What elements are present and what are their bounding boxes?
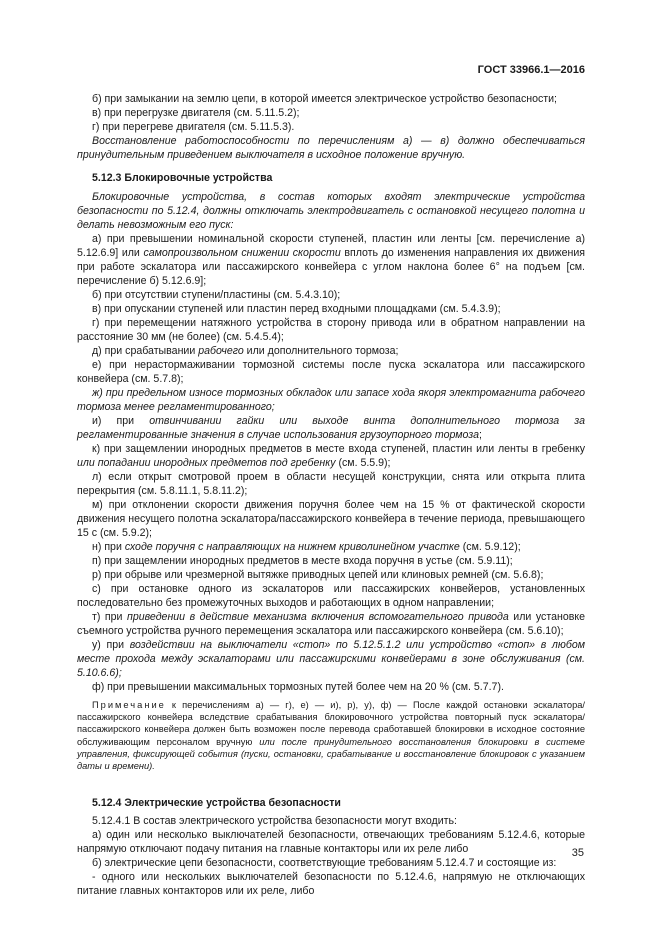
list-item-d-text: д) при срабатывании	[92, 345, 199, 357]
list-item-r: р) при обрыве или чрезмерной вытяжке приводных цепей или клиновых ремней (см. 5.6.8);	[92, 569, 544, 581]
page-content	[77, 92, 585, 898]
item-b-ground-fault: б) при замыкании на землю цепи, в которой имеется электрическое устройство безопасности;	[92, 93, 557, 105]
section-title-5-12-4: 5.12.4 Электрические устройства безопасности	[92, 796, 341, 809]
list-item-s: с) при остановке одного из эскалаторов или пассажирских конвейеров, установленных последовательно без промежуточных выходов и работающих в одном направлении;	[77, 583, 585, 609]
list-item-d-text-end: или дополнительного тормоза;	[243, 345, 399, 357]
list-item-i-italic: отвинчивании гайки или выходе винта дополнительного тормоза за регламентированные значения в случае использования грузоупорного тормоза	[77, 415, 585, 441]
list-item-p: п) при защемлении инородных предметов в месте входа поручня в устье (см. 5.9.11);	[92, 555, 513, 567]
item-v-motor-overload: в) при перегрузке двигателя (см. 5.11.5.2);	[92, 107, 300, 119]
list-item-e: е) при нерастормаживании тормозной системы после пуска эскалатора или пассажирского конвейера (см. 5.7.8);	[77, 359, 585, 385]
item-g-motor-overheat: г) при перегреве двигателя (см. 5.11.5.3).	[92, 121, 295, 133]
list-item-b: б) при отсутствии ступени/пластины (см. 5.4.3.10);	[92, 289, 341, 301]
list-item-t-italic: приведении в действие механизма включения вспомогательного привода	[127, 611, 509, 623]
clause-5-12-4-1: 5.12.4.1 В состав электрического устройства безопасности могут входить:	[92, 814, 457, 827]
list-item-n-text: н) при	[92, 541, 125, 553]
list-item-v: в) при опускании ступеней или пластин перед входными площадками (см. 5.4.3.9);	[92, 303, 501, 315]
list-item-i	[77, 414, 585, 442]
list-item-t-text: т) при	[92, 611, 128, 623]
list-item-n	[77, 540, 585, 554]
list-item-t-text-end: или установке съемного устройства ручного перемещения эскалатора или пассажирского конвейера (см. 5.6.10);	[77, 611, 585, 637]
list-item-m: м) при отклонении скорости движения поручня более чем на 15 % от фактической скорости движения несущего полотна эскалатора/пассажирского конвейера в течение периода, превышающего 15 с (см. 5.9.2);	[77, 499, 585, 539]
list-item-a-text-end: вплоть до изменения направления их движения при работе эскалатора или пассажирского конвейера с углом наклона более 6° на подъем [см. перечисление б) 5.12.6.9];	[77, 247, 585, 287]
list-item-a	[77, 232, 585, 288]
list-item-a-text: а) при превышении номинальной скорости ступеней, пластин или ленты [см. перечисление а) 5.12.6.9] или	[77, 233, 585, 259]
list-item-i-text-end: ;	[479, 429, 482, 441]
list-item-f: ф) при превышении максимальных тормозных путей более чем на 20 % (см. 5.7.7).	[92, 681, 504, 693]
clause-5-12-4-1-dash: - одного или нескольких выключателей безопасности по 5.12.4.6, напрямую не отключающих питание главных контакторов или их реле, либо	[77, 870, 585, 897]
list-item-t	[77, 610, 585, 638]
note-paragraph	[77, 699, 585, 772]
list-item-zh: ж) при предельном износе тормозных обкладок или запасе хода якоря электромагнита рабочего тормоза менее регламентированного;	[77, 387, 585, 413]
list-item-i-text: и) при	[92, 415, 150, 427]
note-text: к перечислениям а) — г), е) — и), р), у), ф) — После каждой остановки эскалатора/пассажирского конвейера вследствие срабатывания блокировочного устройства повторный пуск эскалатора/пассажирского конвейера должен быть возможен после перевода сработавшей блокировки в исходное состояние обслуживающим персоналом вручную	[77, 700, 585, 747]
section-title-5-12-3: 5.12.3 Блокировочные устройства	[92, 172, 273, 184]
list-item-u-text: у) при	[92, 639, 130, 651]
document-header: ГОСТ 33966.1—2016	[477, 64, 585, 76]
list-item-k	[77, 442, 585, 470]
list-item-k-italic: или попадании инородных предметов под гребенку	[77, 457, 336, 469]
list-item-u-italic: воздействии на выключатели «стоп» по 5.12.5.1.2 или устройство «стоп» в любом месте прохода между эскалаторами или пассажирскими конвейерами в зоне обслуживания (см. 5.10.6.6);	[77, 639, 585, 679]
list-item-g: г) при перемещении натяжного устройства в сторону привода или в обратном направлении на расстояние 30 мм (не более) (см. 5.4.5.4);	[77, 317, 585, 343]
list-item-d	[77, 344, 585, 358]
list-item-u	[77, 638, 585, 680]
clause-5-12-4-1-b: б) электрические цепи безопасности, соответствующие требованиям 5.12.4.7 и состоящие из:	[92, 856, 557, 869]
clause-5-12-4-1-a: а) один или несколько выключателей безопасности, отвечающих требованиям 5.12.4.6, которые напрямую отключают подачу питания на главные контакторы или их реле либо	[77, 828, 585, 855]
list-item-n-text-end: (см. 5.9.12);	[459, 541, 521, 553]
list-item-k-text: к) при защемлении инородных предметов в месте входа ступеней, пластин или ленты в гребенку	[92, 443, 585, 455]
list-item-a-italic: самопроизвольном снижении скорости	[143, 247, 341, 259]
section-5-12-3-intro: Блокировочные устройства, в состав которых входят электрические устройства безопасности по 5.12.4, должны отключать электродвигатель с остановкой несущего полотна и делать невозможным его пуск:	[77, 191, 585, 231]
note-text-italic: или после принудительного восстановления блокировки в системе управления, фиксирующей события (пуски, остановки, срабатывание и восстановление блокировок с указанием даты и времени).	[77, 736, 585, 772]
list-item-l: л) если открыт смотровой проем в области несущей конструкции, снята или открыта плита перекрытия (см. 5.8.11.1, 5.8.11.2);	[77, 471, 585, 497]
restore-paragraph: Восстановление работоспособности по перечислениям а) — в) должно обеспечиваться принудительным приведением выключателя в исходное положение вручную.	[77, 135, 585, 161]
page-number: 35	[571, 847, 584, 859]
list-item-n-italic: сходе поручня с направляющих на нижнем криволинейном участке	[124, 541, 460, 553]
list-item-k-text-end: (см. 5.5.9);	[335, 457, 391, 469]
list-item-d-italic: рабочего	[198, 345, 244, 357]
note-label: Примечание	[92, 700, 166, 710]
